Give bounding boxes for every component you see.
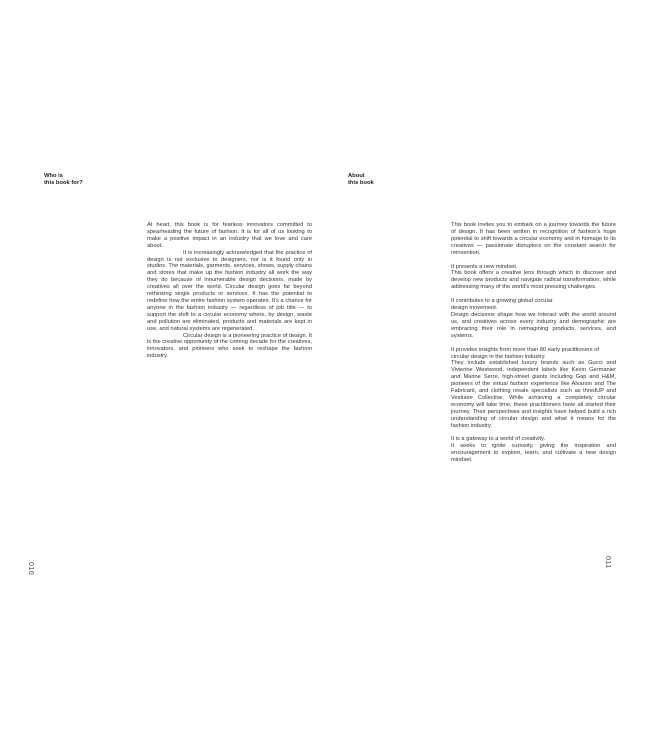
feature-list bbox=[451, 264, 616, 465]
left-page-heading bbox=[44, 173, 83, 187]
feature-item bbox=[451, 264, 616, 292]
left-heading-line-1: Who is bbox=[44, 173, 63, 179]
body-paragraph: At heart, this book is for fearless innovators committed to spearheading the future of fashion. It is for all of us looking to make a positive impact in an industry that we love and care about. bbox=[147, 222, 312, 249]
left-heading-line-2: this book for? bbox=[44, 180, 83, 186]
feature-item bbox=[451, 436, 616, 464]
feature-heading: It is a gateway to a world of creativity. bbox=[451, 436, 546, 443]
intro-paragraph: This book invites you to embark on a journey towards the future of design. It has been written in recognition of fashion's huge potential to shift towards a circular economy and in homage to its creatives — passionate disruptors on the constant search for reinvention. bbox=[451, 222, 616, 256]
feature-item bbox=[451, 347, 616, 430]
feature-body: Design decisions shape how we interact with the world around us, and creatives across every industry and demographic are embracing their role in reimagining products, services, and systems. bbox=[451, 311, 616, 339]
page-number: 011 bbox=[604, 556, 611, 569]
feature-heading: It provides insights from more than 80 early practitioners of circular design in the fashion industry. bbox=[451, 346, 599, 360]
right-page-heading bbox=[348, 173, 374, 187]
body-paragraph: It is increasingly acknowledged that the practice of design is not exclusive to designers, nor is it found only in studios. The materials, garments, services, shows, supply chains and stores that make up the fashion industry all work the way they do because of innumerable design decisions, made by creatives all over the world. Circular design goes far beyond rethinking single products or services. It has the potential to redefine how the entire fashion system operates. It's a chance for anyone in the fashion industry — regardless of job title — to support the shift to a circular economy where, by design, waste and pollution are eliminated, products and materials are kept in use, and natural systems are regenerated. bbox=[147, 249, 312, 332]
body-paragraph: Circular design is a pioneering practice of design. It is the creative opportunity of the coming decade for the creatives, innovators, and pioneers who seek to reshape the fashion industry. bbox=[147, 332, 312, 360]
right-page bbox=[329, 0, 658, 734]
feature-body: They include established luxury brands such as Gucci and Vivienne Westwood, independent labels like Kevin Germanier and Marine Serre, high-street giants including Gap and H&M, pioneers of the virtual fashion experience like Alvanon and The Fabricant, and clothing resale specialists such as thredUP and Vestiaire Collective. While achieving a completely circular economy will take time, these practitioners have all started their journey. Their perspectives and insights have helped build a rich understanding of circular design and what it means for the fashion industry. bbox=[451, 360, 616, 429]
page-number: 010 bbox=[27, 562, 34, 576]
feature-body: It seeks to ignite curiosity, giving the inspiration and encouragement to explore, learn, and cultivate a new design mindset. bbox=[451, 443, 616, 464]
right-heading-line-1: About bbox=[348, 173, 365, 179]
right-page-body bbox=[451, 222, 616, 464]
feature-heading: It contributes to a growing global circular design movement. bbox=[451, 298, 553, 312]
feature-body: This book offers a creative lens through which to discover and develop new products and navigate radical transformation, while addressing many of the world's most pressing challenges. bbox=[451, 270, 616, 291]
feature-item bbox=[451, 298, 616, 339]
right-heading-line-2: this book bbox=[348, 180, 374, 186]
feature-heading: It presents a new mindset. bbox=[451, 263, 518, 270]
left-page-body bbox=[147, 222, 312, 360]
